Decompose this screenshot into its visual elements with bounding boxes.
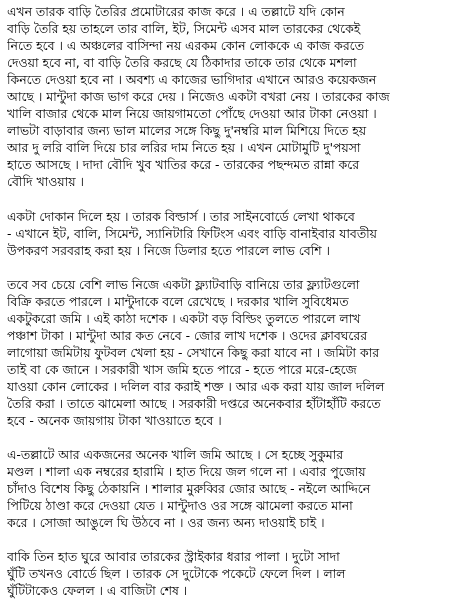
text-line: ঘুঁটি তখনও বোর্ডে ছিল । তারক সে দুটোকে পকেটে ফেলে দিল । লাল [7, 566, 346, 582]
text-line: আছে । মান্টুদা কাজ ভাগ করে দেয় । নিজেও একটা বখরা নেয় । তারকের কাজ [7, 89, 390, 105]
text-line: কিনতে দেওয়া হবে না । অবশ্য এ কাজের ভাগিদার এখানে আরও কয়েকজন [7, 72, 377, 88]
text-line: নিতে হবে । এ অঞ্চলের বাসিন্দা নয় এরকম কোন লোককে এ কাজ করতে [7, 38, 364, 54]
text-line: উপকরণ সরবরাহ করা হয় । নিজে ডিলার হতে পারলে লাভ বেশি । [7, 242, 330, 258]
text-line: তৈরি করা । তাতে ঝামেলা আছে । সরকারী দপ্তরে অনেকবার হাঁটাহাঁটি করতে [7, 395, 381, 411]
text-line: চাঁদাও বিশেষ কিছু ঠেকায়নি । শালার মুরুব্বির জোর আছে - নইলে আদ্দিনে [7, 481, 371, 497]
text-line: - এখানে ইট, বালি, সিমেন্ট, স্যানিটারি ফিটিংস এবং বাড়ি বানাইবার যাবতীয় [7, 225, 377, 241]
paragraph-1 [7, 3, 451, 191]
text-line: বৌদি খাওয়ায় । [7, 174, 84, 190]
text-line: বিক্রি করতে পারলে । মান্টুদাকে বলে রেখেছে । দরকার খালি সুবিধেমত [7, 293, 349, 309]
text-line: বাড়ি তৈরি হয় তাহলে তার বালি, ইট, সিমেন্ট এসব মাল তারকের থেকেই [7, 21, 361, 37]
text-line: দেওয়া হবে না, বা বাড়ি তৈরি করছে যে ঠিকাদার তাকে তার থেকে মশলা [7, 55, 357, 71]
paragraph-2 [7, 208, 451, 259]
paragraph-4 [7, 446, 451, 531]
text-line: লাগোয়া জমিটায় ফুটবল খেলা হয় - সেখানে কিছু করা যাবে না । জমিটা কার [7, 344, 380, 360]
text-line: লাভটা বাড়াবার জন্য ভাল মালের সঙ্গে কিছু দু'নম্বরি মাল মিশিয়ে দিতে হয় [7, 123, 367, 139]
text-line: খালি বাজার থেকে মাল নিয়ে জায়গামতো পোঁছে দেওয়া আর টাকা নেওয়া । [7, 106, 377, 122]
text-line: তবে সব চেয়ে বেশি লাভ নিজে একটা ফ্ল্যাটবাড়ি বানিয়ে তার ফ্ল্যাটগুলো [7, 276, 360, 292]
paragraph-3 [7, 276, 451, 429]
text-line: ঘুঁটিটাকেও ফেলল । এ বাজিটা শেষ । [7, 583, 188, 599]
text-line: হবে - অনেক জায়গায় টাকা খাওয়াতে হবে । [7, 413, 222, 429]
text-line: হাতে আসছে । দাদা বৌদি খুব খাতির করে - তারকের পছন্দমত রান্না করে [7, 157, 360, 173]
text-line: পঞ্চাশ টাকা । মান্টুদা আর কত নেবে - জোর লাখ দশেক । ওদের ক্লাবঘরের [7, 327, 368, 343]
text-line: বাকি তিন হাত ঘুরে আবার তারকের স্ট্রাইকার ধরার পালা । দুটো সাদা [7, 549, 340, 565]
paragraph-5 [7, 548, 451, 599]
text-line: এখন তারক বাড়ি তৈরির প্রমোটারের কাজ করে । এ তল্লাটে যদি কোন [7, 4, 345, 19]
text-line: একটুকরো জমি । এই কাঠা দশেক । একটা বড় বিল্ডিং তুলতে পারলে লাখ [7, 310, 361, 326]
text-line: আর দু লরি বালি দিয়ে চার লরির দাম নিতে হয় । এখন মোটামুটি দু'পয়সা [7, 140, 361, 156]
text-line: পিটিয়ে ঠাণ্ডা করে দেওয়া যেত । মান্টুদাও ওর সঙ্গে ঝামেলা করতে মানা [7, 498, 353, 514]
text-line: এ-তল্লাটে আর একজনের অনেক খালি জমি আছে । সে হচ্ছে সুকুমার [7, 447, 344, 463]
text-line: তাই বা কে জানে । সরকারী খাস জমি হতে পারে - হতে পারে মরে-হেজে [7, 361, 357, 377]
text-line: মণ্ডল । শালা এক নম্বরের হারামি । হাত দিয়ে জল গলে না । এবার পুজোয় [7, 464, 366, 480]
text-line: যাওয়া কোন লোকের । দলিল বার করাই শক্ত । আর এক করা যায় জাল দলিল [7, 378, 385, 394]
text-line: একটা দোকান দিলে হয় । তারক বিল্ডার্স । তার সাইনবোর্ডে লেখা থাকবে [7, 208, 355, 224]
text-line: করে । সোজা আঙুলে ঘি উঠবে না । ওর জন্য অন্য দাওয়াই চাই । [7, 515, 325, 531]
